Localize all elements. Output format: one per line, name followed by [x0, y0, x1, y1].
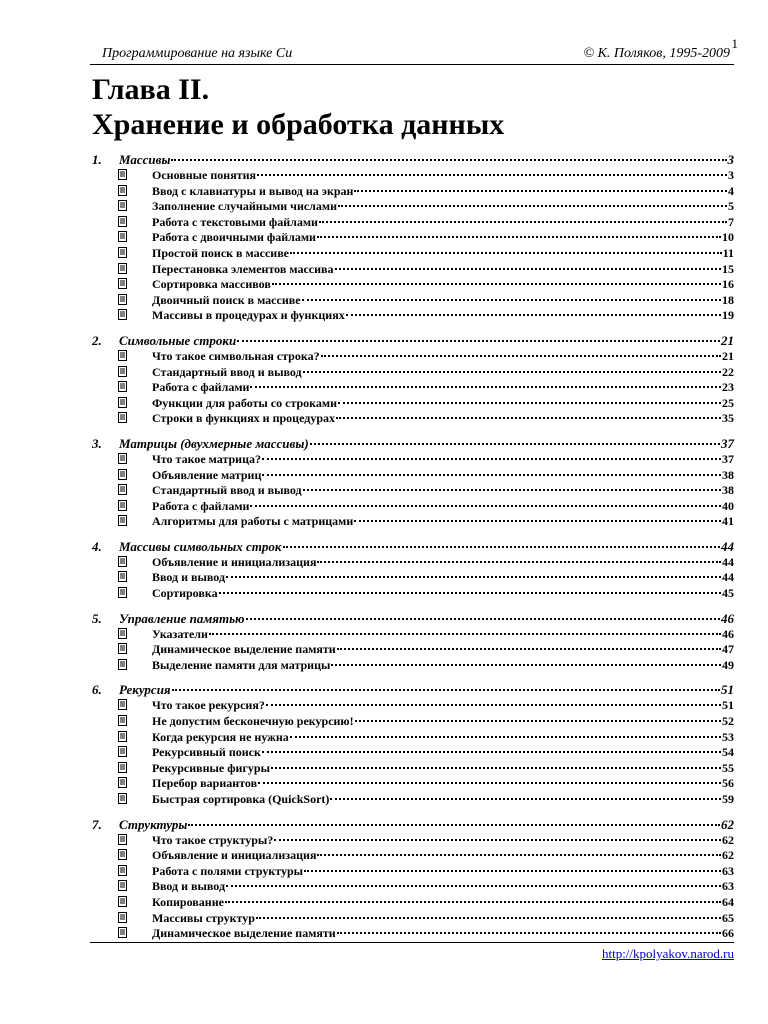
toc-leader-dots [274, 839, 721, 841]
toc-leader-dots [338, 205, 727, 207]
document-icon [92, 230, 152, 246]
document-icon [92, 586, 152, 602]
toc-page-number: 3 [727, 152, 734, 167]
document-icon [92, 184, 152, 200]
toc-item-title: Что такое рекурсия? [152, 698, 265, 713]
toc-section-number: 2. [92, 332, 102, 348]
toc-leader-dots [226, 885, 721, 887]
toc-item-title: Объявление и инициализация [152, 848, 317, 863]
toc-leader-dots [209, 633, 721, 635]
toc-page-number: 53 [722, 729, 734, 744]
toc-page-number: 46 [722, 626, 734, 641]
toc-leader-dots [317, 236, 721, 238]
toc-section-entry[interactable] [92, 151, 734, 168]
toc-item-title: Двоичный поиск в массиве [152, 292, 301, 307]
toc-item-title: Когда рекурсия не нужна [152, 729, 289, 744]
document-icon [92, 308, 152, 324]
toc-item-title: Сортировка [152, 586, 218, 601]
header-book-title: Программирование на языке Си [102, 46, 293, 61]
toc-page-number: 37 [721, 435, 734, 451]
toc-item[interactable] [92, 555, 734, 571]
toc-page-number: 51 [722, 698, 734, 713]
toc-page-number: 5 [728, 199, 734, 214]
toc-item-title: Стандартный ввод и вывод [152, 364, 302, 379]
toc-item-title: Ввод и вывод [152, 570, 226, 585]
document-icon [92, 879, 152, 895]
document-icon [92, 714, 152, 730]
toc-item-title: Выделение памяти для матрицы [152, 657, 331, 672]
toc-page-number: 37 [722, 451, 734, 466]
toc-section-entry[interactable] [92, 332, 734, 349]
toc-page-number: 21 [722, 348, 734, 363]
toc-leader-dots [250, 505, 721, 507]
toc-item[interactable] [92, 745, 734, 761]
toc-page-number: 21 [721, 332, 734, 348]
toc-section-title: Матрицы (двухмерные массивы) [119, 435, 309, 451]
toc-item[interactable] [92, 761, 734, 777]
toc-section-title: Рекурсия [119, 682, 171, 698]
toc-leader-dots [330, 798, 721, 800]
document-icon [92, 262, 152, 278]
toc-item[interactable] [92, 730, 734, 746]
toc-page-number: 16 [722, 277, 734, 292]
toc-item[interactable] [92, 570, 734, 586]
toc-item[interactable] [92, 658, 734, 674]
toc-item-title: Работа с файлами [152, 380, 250, 395]
toc-leader-dots [219, 592, 721, 594]
toc-item[interactable] [92, 499, 734, 515]
toc-page-number: 10 [722, 230, 734, 245]
toc-leader-dots [226, 576, 721, 578]
toc-item-title: Строки в функциях и процедурах [152, 411, 336, 426]
toc-item[interactable] [92, 293, 734, 309]
toc-page-number: 41 [722, 514, 734, 529]
footer-website-link[interactable]: http://kpolyakov.narod.ru [601, 946, 734, 961]
toc-section-number: 6. [92, 682, 102, 698]
toc-item-title: Функции для работы со строками [152, 395, 337, 410]
toc-page-number: 22 [722, 364, 734, 379]
toc-leader-dots [337, 648, 721, 650]
toc-item-title: Динамическое выделение памяти [152, 926, 336, 941]
toc-section [92, 681, 734, 807]
toc-item[interactable] [92, 895, 734, 911]
toc-item-title: Объявление и инициализация [152, 554, 317, 569]
toc-leader-dots [317, 854, 721, 856]
document-icon [92, 168, 152, 184]
toc-item[interactable] [92, 848, 734, 864]
table-of-contents [92, 151, 734, 950]
toc-page-number: 38 [722, 483, 734, 498]
toc-leader-dots [262, 458, 721, 460]
document-icon [92, 627, 152, 643]
toc-leader-dots [188, 824, 720, 826]
toc-item-title: Работа с файлами [152, 498, 250, 513]
toc-page-number: 62 [721, 816, 734, 832]
document-icon [92, 658, 152, 674]
toc-item-title: Перебор вариантов [152, 776, 258, 791]
document-icon [92, 864, 152, 880]
toc-item[interactable] [92, 879, 734, 895]
toc-page-number: 63 [722, 879, 734, 894]
toc-page-number: 44 [722, 554, 734, 569]
toc-leader-dots [321, 355, 721, 357]
page-number: 1 [731, 36, 738, 51]
toc-leader-dots [272, 283, 721, 285]
toc-page-number: 40 [722, 498, 734, 513]
document-icon [92, 215, 152, 231]
toc-item-title: Простой поиск в массиве [152, 245, 289, 260]
toc-item-title: Рекурсивный поиск [152, 745, 261, 760]
toc-leader-dots [331, 664, 721, 666]
toc-item-title: Стандартный ввод и вывод [152, 483, 302, 498]
toc-leader-dots [258, 782, 721, 784]
toc-item[interactable] [92, 168, 734, 184]
toc-leader-dots [317, 561, 721, 563]
document-icon [92, 555, 152, 571]
toc-page-number: 56 [722, 776, 734, 791]
document-icon [92, 199, 152, 215]
toc-item[interactable] [92, 698, 734, 714]
toc-item[interactable] [92, 262, 734, 278]
toc-section-title: Массивы символьных строк [119, 538, 282, 554]
toc-section-number: 5. [92, 610, 102, 626]
toc-section [92, 538, 734, 602]
toc-item[interactable] [92, 396, 734, 412]
toc-section [92, 332, 734, 427]
document-icon [92, 396, 152, 412]
toc-item-title: Алгоритмы для работы с матрицами [152, 514, 354, 529]
toc-section-title: Массивы [119, 152, 171, 167]
toc-item-title: Сортировка массивов [152, 277, 271, 292]
toc-page-number: 18 [722, 292, 734, 307]
document-icon [92, 698, 152, 714]
toc-item[interactable] [92, 468, 734, 484]
toc-leader-dots [290, 736, 721, 738]
toc-page-number: 54 [722, 745, 734, 760]
toc-page-number: 44 [722, 570, 734, 585]
toc-item-title: Массивы в процедурах и функциях [152, 308, 345, 323]
toc-item[interactable] [92, 926, 734, 942]
toc-item[interactable] [92, 349, 734, 365]
toc-leader-dots [171, 159, 726, 161]
toc-page-number: 62 [722, 832, 734, 847]
toc-item[interactable] [92, 586, 734, 602]
toc-page-number: 3 [728, 168, 734, 182]
toc-page-number: 4 [728, 183, 734, 198]
chapter-number: Глава II. [92, 73, 210, 106]
toc-page-number: 64 [722, 894, 734, 909]
toc-leader-dots [354, 190, 727, 192]
running-header [90, 44, 734, 65]
document-icon [92, 570, 152, 586]
toc-leader-dots [336, 417, 721, 419]
toc-section [92, 816, 734, 942]
toc-section-number: 4. [92, 538, 102, 554]
toc-page-number: 55 [722, 760, 734, 775]
toc-leader-dots [246, 618, 720, 620]
document-icon [92, 642, 152, 658]
header-author: © К. Поляков, 1995-2009 [583, 46, 730, 61]
document-icon [92, 483, 152, 499]
chapter-name: Хранение и обработка данных [92, 108, 505, 141]
toc-item-title: Указатели [152, 626, 208, 641]
toc-page-number: 63 [722, 863, 734, 878]
document-icon [92, 365, 152, 381]
toc-leader-dots [355, 720, 721, 722]
toc-item[interactable] [92, 514, 734, 530]
document-icon [92, 730, 152, 746]
toc-leader-dots [172, 689, 720, 691]
toc-item-title: Работа с полями структуры [152, 863, 304, 878]
toc-leader-dots [225, 901, 721, 903]
document-icon [92, 895, 152, 911]
toc-section [92, 610, 734, 674]
toc-item[interactable] [92, 365, 734, 381]
toc-section-number: 7. [92, 816, 102, 832]
document-icon [92, 848, 152, 864]
toc-leader-dots [346, 314, 721, 316]
toc-section-entry[interactable] [92, 435, 734, 452]
toc-item-title: Что такое матрица? [152, 451, 261, 466]
toc-section-number: 1. [92, 152, 102, 167]
toc-item[interactable] [92, 627, 734, 643]
toc-leader-dots [335, 268, 722, 270]
toc-leader-dots [319, 221, 727, 223]
document-icon [92, 776, 152, 792]
toc-leader-dots [257, 174, 727, 176]
toc-item[interactable] [92, 277, 734, 293]
toc-section [92, 151, 734, 324]
toc-leader-dots [262, 474, 721, 476]
toc-page-number: 15 [722, 261, 734, 276]
toc-page-number: 65 [722, 910, 734, 925]
toc-leader-dots [256, 917, 721, 919]
toc-leader-dots [303, 371, 721, 373]
toc-page-number: 44 [721, 538, 734, 554]
toc-page-number: 51 [721, 682, 734, 698]
document-icon [92, 411, 152, 427]
toc-item-title: Объявление матриц [152, 467, 262, 482]
toc-item-title: Основные понятия [152, 168, 256, 182]
toc-leader-dots [354, 520, 721, 522]
toc-item[interactable] [92, 199, 734, 215]
toc-leader-dots [302, 299, 721, 301]
document-icon [92, 911, 152, 927]
toc-page-number: 45 [722, 586, 734, 601]
document-icon [92, 277, 152, 293]
toc-item-title: Что такое символьная строка? [152, 348, 320, 363]
toc-section-title: Символьные строки [119, 332, 237, 348]
document-icon [92, 926, 152, 942]
document-icon [92, 499, 152, 515]
toc-section-entry[interactable] [92, 610, 734, 627]
toc-item[interactable] [92, 833, 734, 849]
footer-divider [90, 942, 734, 943]
toc-page-number: 35 [722, 411, 734, 426]
toc-page-number: 11 [722, 245, 734, 260]
toc-leader-dots [271, 767, 721, 769]
toc-leader-dots [290, 252, 722, 254]
toc-leader-dots [304, 870, 721, 872]
document-icon [92, 349, 152, 365]
toc-section-number: 3. [92, 435, 102, 451]
toc-item-title: Что такое структуры? [152, 832, 274, 847]
toc-item[interactable] [92, 911, 734, 927]
toc-item[interactable] [92, 864, 734, 880]
toc-page-number: 38 [722, 467, 734, 482]
document-icon [92, 514, 152, 530]
toc-leader-dots [338, 402, 721, 404]
toc-item[interactable] [92, 642, 734, 658]
toc-section-title: Структуры [119, 816, 188, 832]
document-icon [92, 452, 152, 468]
document-icon [92, 380, 152, 396]
document-icon [92, 246, 152, 262]
toc-item[interactable] [92, 452, 734, 468]
document-icon [92, 792, 152, 808]
toc-leader-dots [250, 386, 721, 388]
toc-item-title: Работа с текстовыми файлами [152, 214, 318, 229]
toc-item-title: Динамическое выделение памяти [152, 642, 336, 657]
toc-item[interactable] [92, 792, 734, 808]
toc-item-title: Ввод и вывод [152, 879, 226, 894]
toc-item[interactable] [92, 308, 734, 324]
toc-item-title: Рекурсивные фигуры [152, 760, 270, 775]
toc-page-number: 66 [722, 926, 734, 941]
toc-item-title: Ввод с клавиатуры и вывод на экран [152, 183, 354, 198]
toc-page-number: 59 [722, 792, 734, 806]
toc-leader-dots [303, 489, 721, 491]
toc-page-number: 23 [722, 380, 734, 395]
document-icon [92, 468, 152, 484]
toc-item-title: Не допустим бесконечную рекурсию! [152, 714, 354, 729]
toc-leader-dots [337, 932, 721, 934]
toc-item[interactable] [92, 483, 734, 499]
document-icon [92, 761, 152, 777]
toc-section-entry[interactable] [92, 538, 734, 555]
toc-item[interactable] [92, 411, 734, 427]
toc-item-title: Копирование [152, 894, 224, 909]
document-icon [92, 833, 152, 849]
toc-item[interactable] [92, 714, 734, 730]
toc-item[interactable] [92, 230, 734, 246]
toc-item[interactable] [92, 246, 734, 262]
toc-item-title: Быстрая сортировка (QuickSort) [152, 792, 330, 806]
toc-section-entry[interactable] [92, 681, 734, 698]
toc-leader-dots [237, 340, 720, 342]
toc-item-title: Заполнение случайными числами [152, 199, 337, 214]
toc-item[interactable] [92, 184, 734, 200]
toc-page-number: 52 [722, 714, 734, 729]
toc-page-number: 46 [721, 610, 734, 626]
toc-item-title: Работа с двоичными файлами [152, 230, 316, 245]
toc-section-entry[interactable] [92, 816, 734, 833]
toc-leader-dots [266, 704, 721, 706]
toc-leader-dots [283, 546, 720, 548]
toc-item-title: Перестановка элементов массива [152, 261, 334, 276]
toc-item[interactable] [92, 380, 734, 396]
toc-section [92, 435, 734, 530]
toc-page-number: 62 [722, 848, 734, 863]
toc-item[interactable] [92, 776, 734, 792]
toc-item-title: Массивы структур [152, 910, 255, 925]
toc-item[interactable] [92, 215, 734, 231]
chapter-title [92, 72, 504, 142]
toc-page-number: 19 [722, 308, 734, 323]
toc-page-number: 25 [722, 395, 734, 410]
toc-page-number: 49 [722, 657, 734, 672]
toc-leader-dots [262, 751, 721, 753]
toc-page-number: 47 [722, 642, 734, 657]
document-icon [92, 745, 152, 761]
document-icon [92, 293, 152, 309]
toc-leader-dots [310, 443, 720, 445]
toc-page-number: 7 [728, 214, 734, 229]
toc-section-title: Управление памятью [119, 610, 245, 626]
